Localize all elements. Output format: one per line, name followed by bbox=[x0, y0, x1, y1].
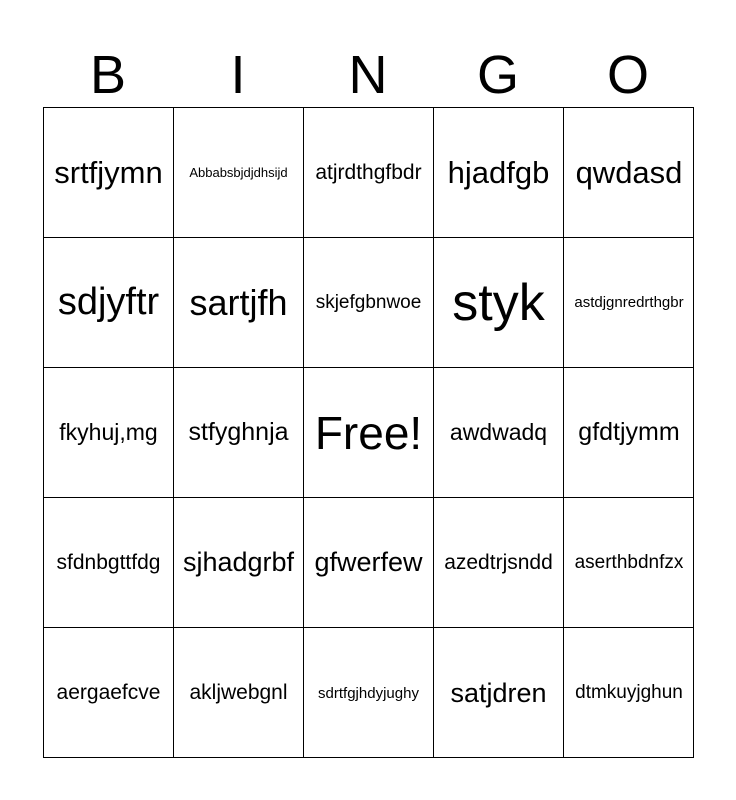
free-space-cell[interactable]: Free! bbox=[304, 368, 434, 498]
bingo-cell[interactable]: skjefgbnwoe bbox=[304, 238, 434, 368]
bingo-header bbox=[43, 44, 693, 106]
bingo-cell[interactable]: satjdren bbox=[434, 628, 564, 758]
bingo-cell[interactable]: gfwerfew bbox=[304, 498, 434, 628]
bingo-cell[interactable]: dtmkuyjghun bbox=[575, 682, 683, 703]
bingo-cell[interactable]: stfyghnja bbox=[174, 368, 304, 498]
bingo-cell[interactable]: gfdtjymm bbox=[564, 368, 694, 498]
bingo-cell[interactable]: Abbabsbjdjdhsijd bbox=[174, 108, 304, 238]
bingo-cell[interactable]: fkyhuj,mg bbox=[44, 368, 174, 498]
bingo-cell[interactable]: srtfjymn bbox=[44, 108, 174, 238]
bingo-cell[interactable]: sdjyftr bbox=[44, 238, 174, 368]
bingo-card-grid bbox=[43, 107, 694, 758]
bingo-cell[interactable]: styk bbox=[434, 238, 564, 368]
header-letter-o: O bbox=[606, 45, 649, 105]
bingo-cell[interactable]: akljwebgnl bbox=[174, 628, 304, 758]
bingo-cell[interactable]: aserthbdnfzx bbox=[564, 498, 694, 628]
bingo-cell[interactable]: aergaefcve bbox=[44, 628, 174, 758]
bingo-cell[interactable]: sdrtfgjhdyjughy bbox=[304, 628, 434, 758]
header-letter-b: B bbox=[89, 45, 127, 105]
header-letter-g: G bbox=[476, 45, 519, 105]
bingo-cell[interactable]: astdjgnredrthgbr bbox=[564, 238, 694, 368]
header-letter-i: I bbox=[230, 45, 246, 105]
bingo-cell[interactable]: azedtrjsndd bbox=[434, 498, 564, 628]
bingo-cell[interactable]: sjhadgrbf bbox=[174, 498, 304, 628]
bingo-cell[interactable]: sfdnbgttfdg bbox=[44, 498, 174, 628]
header-letter-n: N bbox=[348, 45, 388, 105]
bingo-cell[interactable]: sartjfh bbox=[174, 238, 304, 368]
bingo-cell[interactable]: hjadfgb bbox=[434, 108, 564, 238]
bingo-cell[interactable]: atjrdthgfbdr bbox=[304, 108, 434, 238]
bingo-cell[interactable]: awdwadq bbox=[434, 368, 564, 498]
bingo-cell[interactable]: qwdasd bbox=[564, 108, 694, 238]
